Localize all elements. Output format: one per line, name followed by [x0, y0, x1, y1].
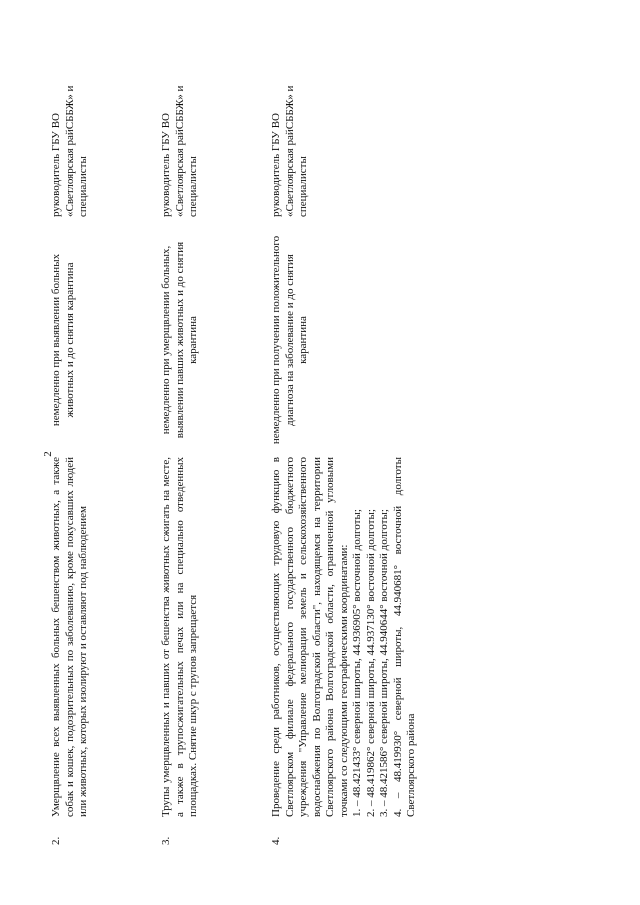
- measure-block: [270, 457, 419, 817]
- term-text: немедленно при получении положительного диагноза на заболевание и до снятия карантина: [270, 235, 309, 445]
- measure-text: Умерщвление всех выявленных больных бешенством животных, а также собак и кошек, подозрительных по заболеванию, кроме покусавших людей или животных, которых изолируют и оставляют под наблюдением: [50, 457, 89, 817]
- responsible-text: руководитель ГБУ ВО «Светлоярская райСББЖ» и специалисты: [50, 85, 89, 217]
- coordinate-1: 1. – 48.421433° северной широты, 44.936905° восточной долготы;: [351, 509, 363, 817]
- measures-table: [50, 50, 570, 845]
- responsible-text: руководитель ГБУ ВО «Светлоярская райСББЖ» и специалисты: [160, 85, 199, 217]
- measure-text: Трупы умерщвленных и павших от бешенства животных сжигать на месте, а также в трупосжигательных печах или на специально отведенных площадках. Снятие шкур с трупов запрещается: [160, 457, 199, 817]
- coordinate-2: 2. – 48.419862° северной широты, 44.937130° восточной долготы;: [364, 509, 377, 817]
- coordinate-3: 3. – 48.421586° северной широты, 44.940644° восточной долготы;: [378, 509, 390, 817]
- coordinate-4: 4. – 48.419930° северной широты, 44.940681° восточной долготы Светлоярского района: [391, 457, 417, 817]
- row-number: 3.: [160, 836, 172, 845]
- row-number: 2.: [50, 836, 62, 845]
- measure-text: Проведение среди работников, осуществляющих трудовую функцию в Светлоярском филиале федерального государственного бюджетного учреждения "Управление мелиорации земель и сельскохозяйственного водоснабжения по Волгоградской области", находящемся на территории Светлоярского района Волгоградской области, ограниченной угловыми точками со следующими географическими координатами:: [270, 457, 350, 817]
- page-number: 2: [42, 451, 54, 457]
- responsible-text: руководитель ГБУ ВО «Светлоярская райСББЖ» и специалисты: [270, 85, 309, 217]
- row-number: 4.: [270, 836, 282, 845]
- term-text: немедленно при выявлении больных животных и до снятия карантина: [50, 253, 76, 427]
- term-text: немедленно при умерщвлении больных, выявлении павших животных и до снятия карантина: [160, 241, 199, 439]
